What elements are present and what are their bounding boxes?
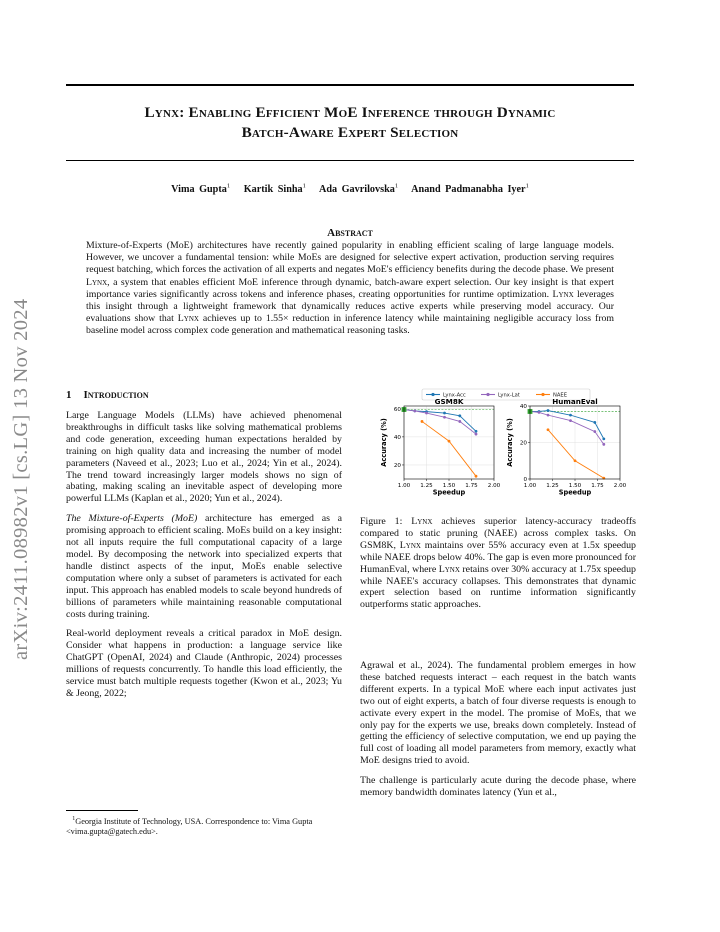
data-point (593, 421, 596, 424)
right-column-text (360, 660, 636, 807)
x-tick-label: 1.75 (465, 483, 478, 489)
data-point (547, 409, 550, 412)
y-tick-label: 40 (519, 404, 527, 410)
intro-paragraph-3: Real-world deployment reveals a critical paradox in MoE design. Consider what happens in production: a language service like ChatGPT (OpenAI, 2024) and Claude (Anthropic, 2024) processes millions of requests concurrently. To handle this load efficiently, the service must batch multiple requests together (Kwon et al., 2023; Yu & Jeong, 2022; (66, 628, 342, 699)
title-line-2: Batch-Aware Expert Selection (241, 124, 459, 141)
y-axis-label: Accuracy (%) (380, 418, 388, 467)
data-point (443, 416, 446, 419)
abstract-heading: Abstract (327, 227, 373, 239)
footnote-affiliation: $^1$Georgia Institute of Technology, USA. Correspondence to: Vima Gupta <vima.gupta@gatech.edu>. (66, 816, 313, 836)
data-point (475, 475, 478, 478)
data-point (602, 437, 605, 440)
data-point (547, 428, 550, 431)
series-line (530, 411, 604, 439)
data-point (458, 420, 461, 423)
legend-swatch-marker (486, 393, 489, 396)
series-line (530, 411, 604, 444)
y-tick-label: 60 (393, 406, 401, 413)
data-point (421, 420, 424, 423)
x-axis-label: Speedup (558, 488, 592, 497)
figure-1-caption: Figure 1: Lynx achieves superior latency-accuracy tradeoffs compared to static pruning (NAEE) across complex tasks. On GSM8K, Lynx maintains over 55% accuracy even at 1.5x speedup while NAEE drops below 40%. The gap is even more pronounced for HumanEval, where Lynx retains over 30% accuracy at 1.75x speedup while NAEE's accuracy collapses. This demonstrates that dynamic expert selection based on runtime information significantly outperforms static approaches. (360, 516, 636, 611)
abstract-text: Mixture-of-Experts (MoE) architectures have recently gained popularity in enabling efficient scaling of large language models. However, we uncover a fundamental tension: while MoEs are designed for selective expert activation, production serving requires request batching, which forces the activation of all experts and negates MoE's efficiency benefits during the decode phase. We present Lynx, a system that enables efficient MoE inference through dynamic, batch-aware expert selection. Our key insight is that expert importance varies significantly across tokens and inference phases, creating opportunities for runtime optimization. Lynx leverages this insight through a lightweight framework that dynamically reduces active experts while preserving model accuracy. Our evaluations show that Lynx achieves up to 1.55× reduction in inference latency while maintaining negligible accuracy loss from baseline model across complex code generation and mathematical reasoning tasks. (86, 240, 614, 337)
author-2: Kartik Sinha$^1$ (243, 183, 306, 196)
x-axis-label: Speedup (432, 488, 466, 497)
right-paragraph-2: The challenge is particularly acute during the decode phase, where memory bandwidth dominates latency (Yun et al., (360, 775, 636, 799)
x-tick-label: 1.75 (591, 483, 604, 489)
x-tick-label: 1.25 (420, 483, 433, 489)
data-point (602, 443, 605, 446)
series-line (404, 410, 476, 435)
data-point (458, 414, 461, 417)
x-tick-label: 2.00 (613, 483, 627, 489)
figure-1-charts (362, 388, 634, 508)
title-line-1: Lynx: Enabling Efficient MoE Inference through Dynamic (144, 104, 556, 121)
series-line (548, 430, 604, 478)
data-point (593, 430, 596, 433)
author-4: Anand Padmanabha Iyer$^1$ (411, 183, 529, 196)
data-point (547, 414, 550, 417)
legend-swatch-marker (541, 393, 544, 396)
x-tick-label: 1.50 (442, 483, 456, 489)
x-tick-label: 1.25 (546, 483, 559, 489)
y-tick-label: 40 (393, 434, 401, 441)
y-axis-label: Accuracy (%) (506, 418, 514, 467)
title-rule-bottom (66, 160, 634, 161)
chart-title: HumanEval (552, 397, 598, 406)
title-rule-top (66, 84, 634, 86)
author-1: Vima Gupta$^1$ (171, 183, 231, 196)
data-point (538, 411, 541, 414)
right-paragraph-1: Agrawal et al., 2024). The fundamental problem emerges in how these batched requests interact – each request in the batch wants different experts. In a typical MoE where each input activates just two out of eight experts, a batch of four diverse requests is enough to activate every expert in the model. The promise of MoEs, that we only pay for the experts we use, breaks down completely. Instead of getting the efficiency of selective computation, we end up paying the full cost of loading all model parameters from memory, exactly what MoE designs tried to avoid. (360, 660, 636, 767)
paper-title (66, 103, 634, 143)
y-tick-label: 20 (393, 462, 401, 469)
data-point (569, 419, 572, 422)
data-point (574, 459, 577, 462)
data-point (425, 412, 428, 415)
data-point (475, 433, 478, 436)
data-point (448, 440, 451, 443)
y-tick-label: 20 (519, 440, 527, 447)
legend-entry-label: Lynx-Lat (498, 392, 520, 399)
chart-panel (380, 397, 501, 497)
data-point (569, 414, 572, 417)
intro-paragraph-2: The Mixture-of-Experts (MoE) architecture has emerged as a promising approach to efficient scaling. MoEs build on a key insight: not all inputs require the full computational capacity of a large model. By decomposing the network into specialized experts that handle distinct aspects of the input, MoEs enable selective computation where only a subset of parameters is activated for each input. This approach has enabled models to scale beyond hundreds of billions of parameters while maintaining reasonable computational costs during training. (66, 513, 343, 620)
author-3: Ada Gavrilovska$^1$ (318, 183, 399, 196)
x-tick-label: 1.00 (397, 483, 411, 489)
x-tick-label: 2.00 (487, 483, 501, 489)
section-heading-introduction: 1 Introduction (66, 389, 149, 401)
intro-paragraph-1: Large Language Models (LLMs) have achieved phenomenal breakthroughs in difficult tasks like solving mathematical problems and code generation, exceeding human expectations heralded by training on high quality data and increasing the number of model parameters (Naveed et al., 2023; Luo et al., 2024; Yin et al., 2024). The trend toward increasingly larger models shows no sign of abating, making scaling an inevitable aspect of developing more powerful LLMs (Kaplan et al., 2020; Yun et al., 2024). (66, 410, 342, 505)
chart-title: GSM8K (434, 397, 464, 406)
series-line (404, 410, 476, 432)
legend-entry-label: NAEE (553, 392, 567, 399)
x-tick-label: 1.00 (523, 483, 537, 489)
legend-entry-label: Lynx-Acc (443, 392, 466, 399)
x-tick-label: 1.50 (568, 483, 582, 489)
y-tick-label: 0 (523, 477, 527, 483)
footnote-rule (66, 810, 138, 811)
legend-swatch-marker (431, 393, 434, 396)
left-column-text (66, 410, 342, 708)
data-point (443, 412, 446, 415)
arxiv-identifier-stamp: arXiv:2411.08982v1 [cs.LG] 13 Nov 2024 (10, 298, 32, 660)
chart-panel (506, 397, 627, 497)
data-point (475, 430, 478, 433)
data-point (413, 410, 416, 413)
author-list (66, 183, 634, 195)
